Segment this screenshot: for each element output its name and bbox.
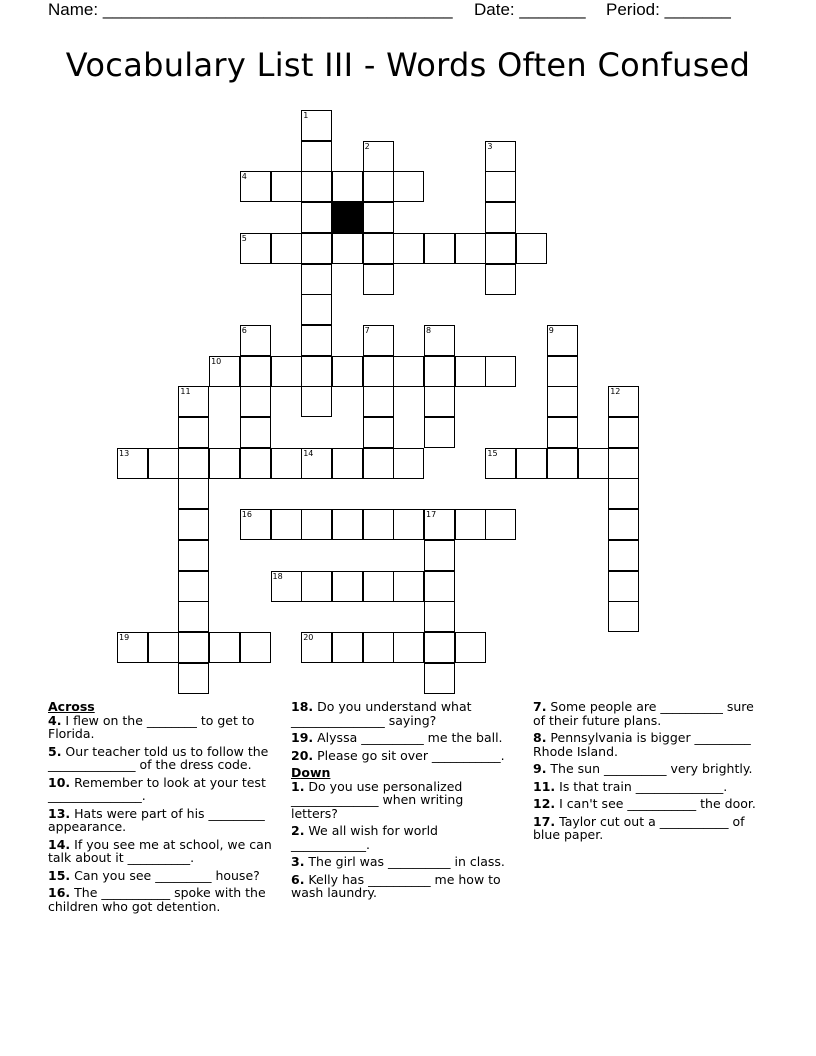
clue-num: 8. bbox=[533, 730, 547, 745]
grid-cell[interactable] bbox=[455, 632, 486, 663]
grid-cell[interactable] bbox=[516, 448, 547, 479]
clue-num: 16. bbox=[48, 885, 71, 900]
grid-cell[interactable] bbox=[424, 509, 455, 540]
clues-column-3 bbox=[533, 700, 758, 846]
clue-text: We all wish for world ____________. bbox=[291, 823, 438, 852]
grid-cell[interactable] bbox=[301, 233, 332, 264]
grid-cell[interactable] bbox=[485, 264, 516, 295]
clue-item bbox=[533, 815, 758, 842]
grid-cell[interactable] bbox=[332, 233, 363, 264]
clue-text: I flew on the ________ to get to Florida. bbox=[48, 712, 255, 741]
grid-cell[interactable] bbox=[301, 141, 332, 172]
page-title: Vocabulary List III - Words Often Confused bbox=[65, 46, 751, 84]
across-heading: Across bbox=[48, 699, 95, 714]
clue-text: Pennsylvania is bigger _________ Rhode Island. bbox=[533, 730, 751, 759]
black-square bbox=[332, 202, 363, 233]
grid-cell[interactable] bbox=[393, 448, 424, 479]
clue-text: Is that train ______________. bbox=[555, 778, 728, 794]
grid-cell[interactable] bbox=[485, 141, 516, 172]
grid-cell[interactable] bbox=[363, 202, 394, 233]
clue-num: 1. bbox=[291, 778, 305, 794]
grid-cell[interactable] bbox=[332, 509, 363, 540]
clue-number: 18 bbox=[272, 571, 283, 581]
clue-text: Our teacher told us to follow the ______________ of the dress code. bbox=[48, 743, 269, 772]
clue-number: 15 bbox=[487, 448, 498, 458]
grid-cell[interactable] bbox=[178, 571, 209, 602]
clue-num: 10. bbox=[48, 774, 71, 790]
grid-cell[interactable] bbox=[271, 171, 302, 202]
grid-cell[interactable] bbox=[240, 632, 271, 663]
grid-cell[interactable] bbox=[424, 356, 455, 387]
grid-cell[interactable] bbox=[209, 356, 240, 387]
clue-number: 1 bbox=[303, 111, 309, 120]
down-clue-list-continued bbox=[533, 700, 758, 842]
grid-cell[interactable] bbox=[516, 233, 547, 264]
grid-cell[interactable] bbox=[332, 632, 363, 663]
grid-cell[interactable] bbox=[240, 448, 271, 479]
clue-item bbox=[533, 762, 758, 776]
grid-cell[interactable] bbox=[301, 356, 332, 387]
grid-cell[interactable] bbox=[424, 571, 455, 602]
clue-item bbox=[291, 700, 513, 727]
grid-cell[interactable] bbox=[424, 601, 455, 632]
clue-num: 7. bbox=[533, 699, 547, 714]
clue-number: 3 bbox=[487, 141, 493, 151]
period-field[interactable]: _______ bbox=[664, 0, 731, 19]
clue-text: Do you use personalized ______________ when writing letters? bbox=[291, 778, 464, 821]
grid-cell[interactable] bbox=[485, 356, 516, 387]
grid-cell[interactable] bbox=[301, 325, 332, 356]
clue-item bbox=[48, 838, 280, 865]
across-clue-list-continued bbox=[291, 700, 513, 762]
clue-num: 12. bbox=[533, 796, 556, 811]
grid-cell[interactable] bbox=[608, 601, 639, 632]
grid-cell[interactable] bbox=[178, 386, 209, 417]
grid-cell[interactable] bbox=[178, 540, 209, 571]
grid-cell[interactable] bbox=[363, 386, 394, 417]
grid-cell[interactable] bbox=[424, 386, 455, 417]
grid-cell[interactable] bbox=[424, 632, 455, 663]
grid-cell[interactable] bbox=[455, 356, 486, 387]
clue-text: Some people are __________ sure of their future plans. bbox=[533, 699, 754, 728]
grid-cell[interactable] bbox=[608, 417, 639, 448]
clue-number: 19 bbox=[119, 632, 130, 642]
clue-number: 12 bbox=[610, 387, 621, 397]
grid-cell[interactable] bbox=[485, 448, 516, 479]
grid-cell[interactable] bbox=[363, 571, 394, 602]
grid-cell[interactable] bbox=[608, 571, 639, 602]
clue-number: 9 bbox=[548, 325, 554, 335]
grid-cell[interactable] bbox=[240, 417, 271, 448]
clue-num: 20. bbox=[291, 747, 314, 763]
grid-cell[interactable] bbox=[301, 110, 332, 141]
grid-cell[interactable] bbox=[424, 417, 455, 448]
clue-num: 3. bbox=[291, 854, 305, 869]
grid-cell[interactable] bbox=[301, 202, 332, 233]
grid-cell[interactable] bbox=[363, 233, 394, 264]
grid-cell[interactable] bbox=[363, 509, 394, 540]
down-heading: Down bbox=[291, 765, 331, 780]
grid-cell[interactable] bbox=[547, 417, 578, 448]
grid-cell[interactable] bbox=[332, 448, 363, 479]
clue-num: 13. bbox=[48, 805, 71, 821]
date-label: Date: bbox=[474, 0, 515, 19]
grid-cell[interactable] bbox=[485, 509, 516, 540]
grid-cell[interactable] bbox=[608, 478, 639, 509]
across-clue-list bbox=[48, 714, 280, 914]
clues-column-1 bbox=[48, 700, 280, 917]
clue-item bbox=[48, 776, 280, 803]
grid-cell[interactable] bbox=[240, 386, 271, 417]
grid-cell[interactable] bbox=[485, 233, 516, 264]
grid-cell[interactable] bbox=[485, 202, 516, 233]
clue-item bbox=[48, 745, 280, 772]
grid-cell[interactable] bbox=[209, 632, 240, 663]
grid-cell[interactable] bbox=[301, 571, 332, 602]
grid-cell[interactable] bbox=[178, 509, 209, 540]
grid-cell[interactable] bbox=[301, 294, 332, 325]
grid-cell[interactable] bbox=[271, 233, 302, 264]
clue-item bbox=[533, 797, 758, 811]
clue-item bbox=[291, 873, 513, 900]
grid-cell[interactable] bbox=[363, 264, 394, 295]
clue-text: Alyssa __________ me the ball. bbox=[313, 730, 503, 745]
clue-number: 4 bbox=[241, 172, 247, 182]
clue-num: 2. bbox=[291, 823, 305, 838]
grid-cell[interactable] bbox=[178, 478, 209, 509]
clue-item bbox=[291, 824, 513, 851]
clue-item bbox=[48, 714, 280, 741]
grid-cell[interactable] bbox=[209, 448, 240, 479]
grid-cell[interactable] bbox=[455, 509, 486, 540]
grid-cell[interactable] bbox=[485, 171, 516, 202]
grid-cell[interactable] bbox=[578, 448, 609, 479]
grid-cell[interactable] bbox=[148, 632, 179, 663]
clue-num: 11. bbox=[533, 778, 556, 794]
grid-cell[interactable] bbox=[363, 356, 394, 387]
clue-number: 2 bbox=[364, 141, 370, 151]
grid-cell[interactable] bbox=[455, 233, 486, 264]
grid-cell[interactable] bbox=[271, 356, 302, 387]
grid-cell[interactable] bbox=[148, 448, 179, 479]
grid-cell[interactable] bbox=[363, 171, 394, 202]
grid-cell[interactable] bbox=[363, 141, 394, 172]
grid-cell[interactable] bbox=[240, 171, 271, 202]
grid-cell[interactable] bbox=[393, 509, 424, 540]
grid-cell[interactable] bbox=[178, 417, 209, 448]
grid-cell[interactable] bbox=[547, 356, 578, 387]
grid-cell[interactable] bbox=[178, 632, 209, 663]
clue-number: 14 bbox=[303, 448, 314, 458]
grid-cell[interactable] bbox=[547, 386, 578, 417]
grid-cell[interactable] bbox=[240, 356, 271, 387]
grid-cell[interactable] bbox=[178, 448, 209, 479]
grid-cell[interactable] bbox=[301, 448, 332, 479]
grid-cell[interactable] bbox=[393, 632, 424, 663]
clue-text: If you see me at school, we can talk about it __________. bbox=[48, 836, 272, 865]
grid-cell[interactable] bbox=[301, 509, 332, 540]
grid-cell[interactable] bbox=[424, 325, 455, 356]
clue-text: Kelly has __________ me how to wash laundry. bbox=[291, 871, 501, 900]
grid-cell[interactable] bbox=[608, 386, 639, 417]
clue-text: The ___________ spoke with the children who got detention. bbox=[48, 885, 266, 914]
grid-cell[interactable] bbox=[271, 509, 302, 540]
clue-text: Can you see _________ house? bbox=[70, 867, 260, 883]
name-field[interactable]: _____________________________________ bbox=[102, 0, 453, 19]
grid-cell[interactable] bbox=[178, 663, 209, 694]
clue-item bbox=[533, 731, 758, 758]
clue-item bbox=[291, 731, 513, 745]
grid-cell[interactable] bbox=[240, 325, 271, 356]
clue-num: 15. bbox=[48, 867, 71, 883]
grid-cell[interactable] bbox=[424, 663, 455, 694]
grid-cell[interactable] bbox=[271, 448, 302, 479]
grid-cell[interactable] bbox=[393, 571, 424, 602]
clue-number: 17 bbox=[426, 510, 437, 520]
clue-number: 13 bbox=[119, 448, 130, 458]
grid-cell[interactable] bbox=[363, 325, 394, 356]
grid-cell[interactable] bbox=[240, 233, 271, 264]
clue-number: 16 bbox=[241, 510, 252, 520]
clue-num: 19. bbox=[291, 730, 314, 745]
clue-item bbox=[48, 807, 280, 834]
grid-cell[interactable] bbox=[363, 632, 394, 663]
clue-num: 17. bbox=[533, 813, 556, 829]
clue-text: The girl was __________ in class. bbox=[304, 854, 505, 869]
clue-num: 6. bbox=[291, 871, 305, 887]
clue-num: 14. bbox=[48, 836, 71, 852]
grid-cell[interactable] bbox=[332, 356, 363, 387]
clue-text: Do you understand what _______________ saying? bbox=[291, 699, 472, 728]
grid-cell[interactable] bbox=[393, 233, 424, 264]
clue-number: 5 bbox=[241, 233, 247, 243]
grid-cell[interactable] bbox=[363, 448, 394, 479]
grid-cell[interactable] bbox=[424, 540, 455, 571]
clue-item bbox=[48, 886, 280, 913]
clue-number: 6 bbox=[241, 325, 247, 335]
clues-column-2 bbox=[291, 700, 513, 904]
grid-cell[interactable] bbox=[332, 171, 363, 202]
clue-number: 11 bbox=[180, 387, 191, 397]
grid-cell[interactable] bbox=[547, 325, 578, 356]
clue-item bbox=[291, 749, 513, 763]
grid-cell[interactable] bbox=[547, 448, 578, 479]
date-field[interactable]: _______ bbox=[519, 0, 586, 19]
clue-text: Remember to look at your test _______________. bbox=[48, 774, 266, 803]
clue-text: The sun __________ very brightly. bbox=[546, 761, 753, 776]
clue-text: Hats were part of his _________ appearance. bbox=[48, 805, 265, 834]
grid-cell[interactable] bbox=[301, 632, 332, 663]
clue-number: 20 bbox=[303, 632, 314, 642]
clue-num: 18. bbox=[291, 699, 314, 714]
grid-cell[interactable] bbox=[117, 632, 148, 663]
clue-item bbox=[291, 780, 513, 821]
clue-item bbox=[291, 855, 513, 869]
clue-text: Taylor cut out a ___________ of blue paper. bbox=[533, 813, 745, 842]
clue-number: 7 bbox=[364, 325, 370, 335]
clue-item bbox=[533, 780, 758, 794]
grid-cell[interactable] bbox=[301, 264, 332, 295]
clue-text: I can't see ___________ the door. bbox=[555, 796, 756, 811]
grid-cell[interactable] bbox=[117, 448, 148, 479]
grid-cell[interactable] bbox=[301, 386, 332, 417]
grid-cell[interactable] bbox=[608, 448, 639, 479]
clue-text: Please go sit over ___________. bbox=[313, 747, 505, 763]
grid-cell[interactable] bbox=[608, 540, 639, 571]
grid-cell[interactable] bbox=[301, 171, 332, 202]
grid-cell[interactable] bbox=[240, 509, 271, 540]
clue-num: 4. bbox=[48, 712, 62, 728]
grid-cell[interactable] bbox=[332, 571, 363, 602]
grid-cell[interactable] bbox=[178, 601, 209, 632]
grid-cell[interactable] bbox=[393, 356, 424, 387]
clue-item bbox=[48, 869, 280, 883]
down-clue-list bbox=[291, 780, 513, 900]
grid-cell[interactable] bbox=[393, 171, 424, 202]
grid-cell[interactable] bbox=[271, 571, 302, 602]
grid-cell[interactable] bbox=[363, 417, 394, 448]
clue-item bbox=[533, 700, 758, 727]
clue-num: 5. bbox=[48, 743, 62, 759]
clue-number: 8 bbox=[426, 325, 432, 335]
period-label: Period: bbox=[606, 0, 660, 19]
name-label: Name: bbox=[48, 0, 99, 19]
grid-cell[interactable] bbox=[424, 233, 455, 264]
grid-cell[interactable] bbox=[608, 509, 639, 540]
clue-num: 9. bbox=[533, 761, 547, 776]
clue-number: 10 bbox=[211, 356, 222, 366]
